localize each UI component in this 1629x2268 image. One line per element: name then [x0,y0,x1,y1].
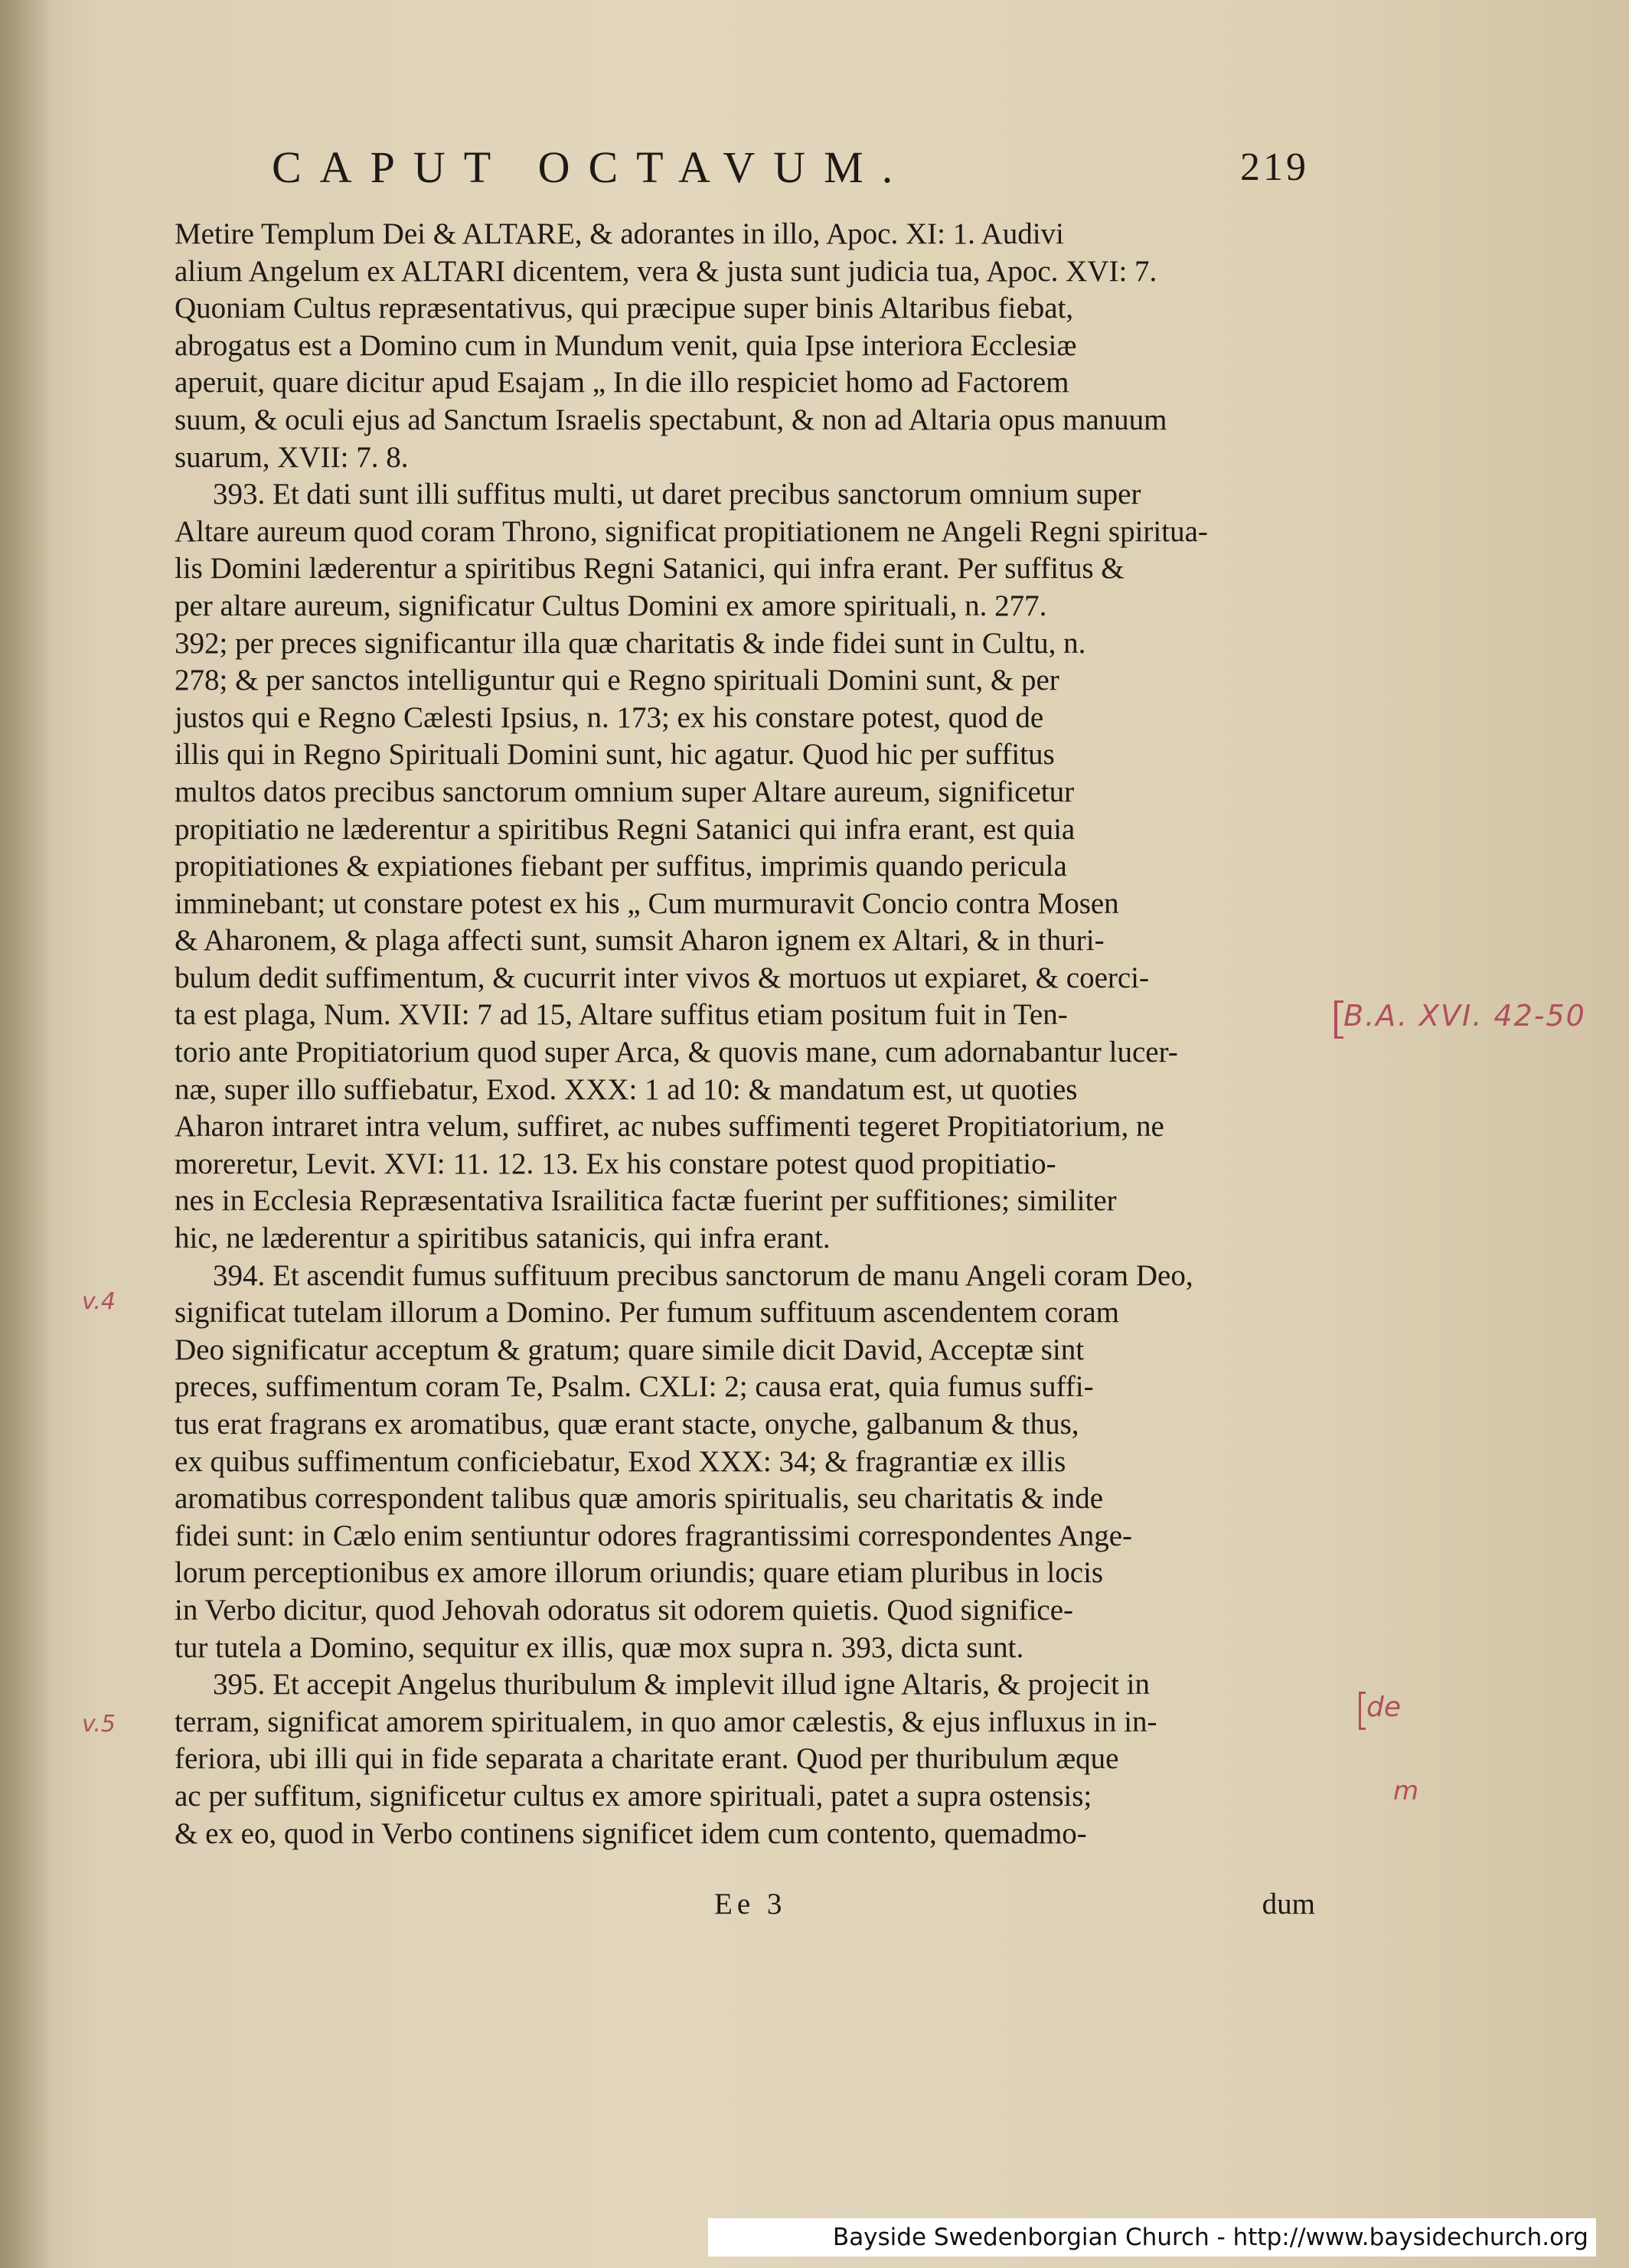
text-line: tus erat fragrans ex aromatibus, quæ erant stacte, onyche, galbanum & thus, [175,1408,1079,1441]
text-line: 392; per preces significantur illa quæ charitatis & inde fidei sunt in Cultu, n. [175,626,1086,660]
text-line: ex quibus suffimentum conficiebatur, Exod XXX: 34; & fragrantiæ ex illis [175,1444,1066,1478]
text-line: suarum, XVII: 7. 8. [175,440,409,474]
text-line: lorum perceptionibus ex amore illorum oriundis; quare etiam pluribus in locis [175,1556,1104,1590]
text-line: multos datos precibus sanctorum omnium super Altare aureum, significetur [175,775,1075,808]
text-line: Altare aureum quod coram Throno, significat propitiationem ne Angeli Regni spiritua- [175,514,1208,548]
text-line: terram, significat amorem spiritualem, in quo amor cælestis, & ejus influxus in in- [175,1705,1157,1738]
catchword: dum [1262,1888,1315,1920]
text-line: & Aharonem, & plaga affecti sunt, sumsit Aharon ignem ex Altari, & in thuri- [175,924,1105,958]
signature-mark: Ee 3 [714,1888,787,1920]
text-line: illis qui in Regno Spirituali Domini sunt, hic agatur. Quod hic per suffitus [175,738,1055,772]
text-line: suum, & oculi ejus ad Sanctum Israelis spectabunt, & non ad Altaria opus manuum [175,403,1167,436]
margin-note-de: de [1366,1692,1401,1723]
text-line: aperuit, quare dicitur apud Esajam „ In die illo respiciet homo ad Factorem [175,366,1069,400]
text-line: hic, ne læderentur a spiritibus satanicis, qui infra erant. [175,1222,831,1255]
text-line: ta est plaga, Num. XVII: 7 ad 15, Altare suffitus etiam positum fuit in Ten- [175,998,1068,1032]
text-line: alium Angelum ex ALTARI dicentem, vera & justa sunt judicia tua, Apoc. XVI: 7. [175,254,1157,288]
margin-note-verse-5: v.5 [82,1711,116,1738]
text-line: tur tutela a Domino, sequitur ex illis, quæ mox supra n. 393, dicta sunt. [175,1630,1024,1664]
text-line: Deo significatur acceptum & gratum; quare simile dicit David, Acceptæ sint [175,1333,1085,1366]
body-text [175,216,1315,1852]
text-line: abrogatus est a Domino cum in Mundum venit, quia Ipse interiora Ecclesiæ [175,328,1077,362]
margin-note-verse-4: v.4 [82,1288,116,1315]
text-line: Aharon intraret intra velum, suffiret, ac nubes suffimenti tegeret Propitiatorium, ne [175,1110,1164,1144]
source-watermark: Bayside Swedenborgian Church - http://www.baysidechurch.org [708,2218,1596,2257]
text-line: in Verbo dicitur, quod Jehovah odoratus sit odorem quietis. Quod significe- [175,1593,1074,1627]
text-line: 278; & per sanctos intelliguntur qui e Regno spirituali Domini sunt, & per [175,664,1059,697]
page-gutter-shadow [0,0,54,2268]
text-line: propitiationes & expiationes fiebant per suffitus, imprimis quando pericula [175,850,1067,883]
text-line: preces, suffimentum coram Te, Psalm. CXLI: 2; causa erat, quia fumus suffi- [175,1370,1094,1404]
text-line: bulum dedit suffimentum, & cucurrit inter vivos & mortuos ut expiaret, & coerci- [175,961,1150,994]
text-line: lis Domini læderentur a spiritibus Regni Satanici, qui infra erant. Per suffitus & [175,552,1125,586]
text-line: nes in Ecclesia Repræsentativa Israilitica factæ fuerint per suffitiones; similiter [175,1184,1117,1218]
text-line: næ, super illo suffiebatur, Exod. XXX: 1 ad 10: & mandatum est, ut quoties [175,1072,1078,1106]
text-line: justos qui e Regno Cælesti Ipsius, n. 173; ex his constare potest, quod de [175,700,1044,734]
running-head [180,142,1309,195]
text-line: ac per suffitum, significetur cultus ex amore spirituali, patet a supra ostensis; [175,1779,1092,1813]
paragraph-395-start: 395. Et accepit Angelus thuribulum & implevit illud igne Altaris, & projecit in [213,1668,1150,1702]
text-line: fidei sunt: in Cælo enim sentiuntur odores fragrantissimi correspondentes Ange- [175,1519,1133,1552]
text-line: imminebant; ut constare potest ex his „ Cum murmuravit Concio contra Mosen [175,886,1119,920]
page-footer [175,1887,1315,1925]
text-line: per altare aureum, significatur Cultus Domini ex amore spirituali, n. 277. [175,589,1047,622]
text-line: aromatibus correspondent talibus quæ amoris spiritualis, seu charitatis & inde [175,1482,1104,1516]
text-line: significat tutelam illorum a Domino. Per fumum suffituum ascendentem coram [175,1296,1120,1330]
paragraph-394-start: 394. Et ascendit fumus suffituum precibus sanctorum de manu Angeli coram Deo, [213,1258,1193,1292]
text-line: moreretur, Levit. XVI: 11. 12. 13. Ex his constare potest quod propitiatio- [175,1147,1056,1180]
text-line: Metire Templum Dei & ALTARE, & adorantes in illo, Apoc. XI: 1. Audivi [175,217,1064,250]
text-line: Quoniam Cultus repræsentativus, qui præcipue super binis Altaribus fiebat, [175,292,1074,325]
margin-note-reference: B.A. XVI. 42-50 [1343,999,1586,1033]
text-line: torio ante Propitiatorium quod super Arca, & quovis mane, cum adornabantur lucer- [175,1036,1178,1069]
chapter-title: CAPUT OCTAVUM. [272,142,912,192]
paragraph-393-start: 393. Et dati sunt illi suffitus multi, ut daret precibus sanctorum omnium super [213,478,1141,511]
text-line: feriora, ubi illi qui in fide separata a charitate erant. Quod per thuribulum æque [175,1742,1119,1776]
margin-note-m: m [1393,1776,1419,1806]
page-number: 219 [1240,145,1309,189]
text-line: & ex eo, quod in Verbo continens significet idem cum contento, quemadmo- [175,1816,1087,1850]
text-line: propitiatio ne læderentur a spiritibus Regni Satanici qui infra erant, est quia [175,812,1076,846]
